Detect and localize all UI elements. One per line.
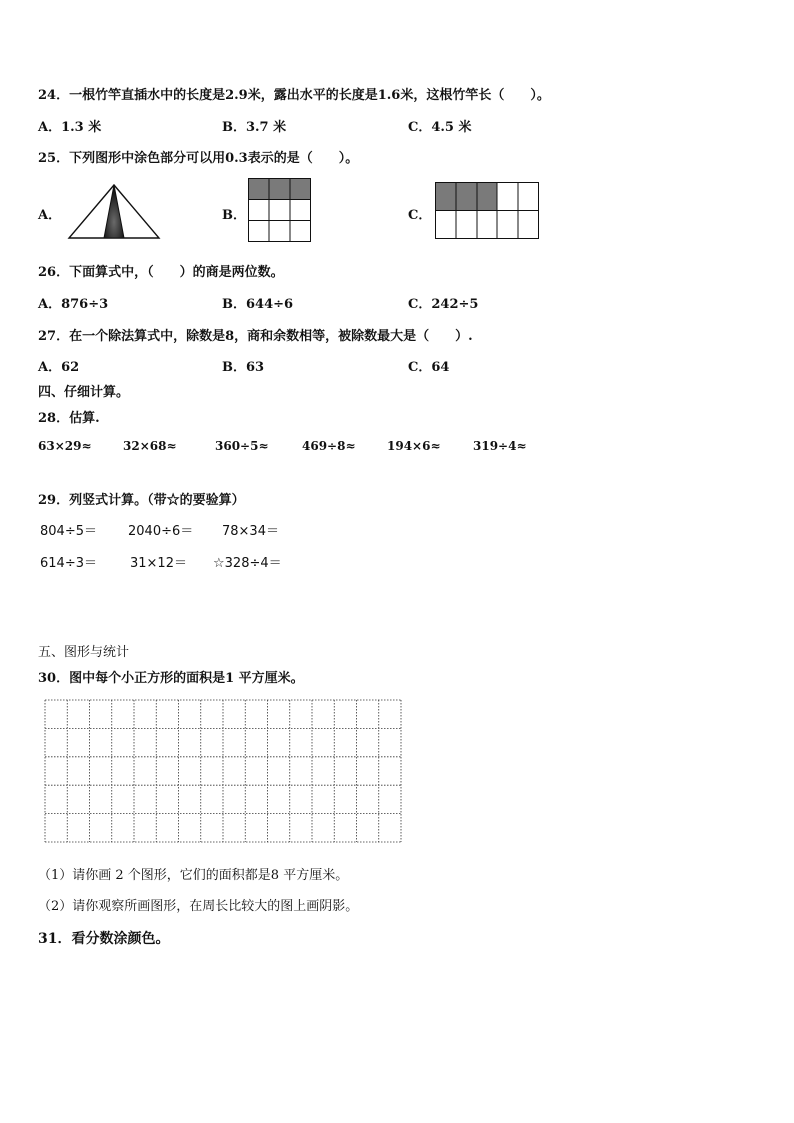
estimate-item: 469÷8≈ (302, 439, 356, 453)
q26-option-a[interactable]: A．876÷3 (38, 297, 109, 312)
calc-item: 804÷5＝ (40, 524, 97, 539)
calc-item: 614÷3＝ (40, 556, 97, 571)
dotted-grid[interactable] (44, 699, 402, 843)
estimate-item: 319÷4≈ (473, 439, 527, 453)
q30-stem: 30．图中每个小正方形的面积是1 平方厘米。 (38, 671, 304, 686)
q30-sub2: （2）请你观察所画图形，在周长比较大的图上画阴影。 (38, 899, 359, 914)
q31-stem: 31．看分数涂颜色。 (38, 931, 170, 947)
grid-5x2-figure (435, 182, 539, 239)
q24-stem: 24．一根竹竿直插水中的长度是2.9米，露出水平的长度是1.6米，这根竹竿长（ ）。 (38, 88, 550, 103)
section-5-heading: 五、图形与统计 (38, 645, 130, 660)
q27-stem: 27．在一个除法算式中，除数是8，商和余数相等，被除数最大是（ ）. (38, 329, 473, 344)
q26-option-b[interactable]: B．644÷6 (222, 297, 294, 312)
q27-option-b[interactable]: B．63 (222, 360, 265, 375)
triangle-figure (68, 184, 160, 240)
calc-item: 2040÷6＝ (128, 524, 194, 539)
q29-stem: 29．列竖式计算。（带☆的要验算） (38, 493, 245, 508)
q25-stem: 25．下列图形中涂色部分可以用0.3表示的是（ ）。 (38, 151, 359, 166)
estimate-item: 32×68≈ (123, 439, 177, 453)
q25-option-c[interactable]: C． (408, 208, 432, 223)
grid-3x3-figure (248, 178, 311, 242)
q24-option-b[interactable]: B．3.7 米 (222, 120, 287, 135)
section-4-heading: 四、仔细计算。 (38, 385, 130, 400)
q27-option-c[interactable]: C．64 (408, 360, 450, 375)
calc-item: 78×34＝ (222, 524, 279, 539)
q24-option-c[interactable]: C．4.5 米 (408, 120, 472, 135)
calc-item: ☆328÷4＝ (213, 556, 282, 571)
q26-option-c[interactable]: C．242÷5 (408, 297, 479, 312)
q28-stem: 28．估算. (38, 411, 100, 426)
q25-option-b[interactable]: B． (222, 208, 246, 223)
q25-option-a[interactable]: A． (38, 208, 62, 223)
q24-option-a[interactable]: A．1.3 米 (38, 120, 102, 135)
estimate-item: 194×6≈ (387, 439, 441, 453)
calc-item: 31×12＝ (130, 556, 187, 571)
estimate-item: 63×29≈ (38, 439, 92, 453)
q26-stem: 26．下面算式中，（ ）的商是两位数。 (38, 265, 284, 280)
q27-option-a[interactable]: A．62 (38, 360, 80, 375)
q30-sub1: （1）请你画 2 个图形，它们的面积都是8 平方厘米。 (38, 868, 349, 883)
estimate-item: 360÷5≈ (215, 439, 269, 453)
